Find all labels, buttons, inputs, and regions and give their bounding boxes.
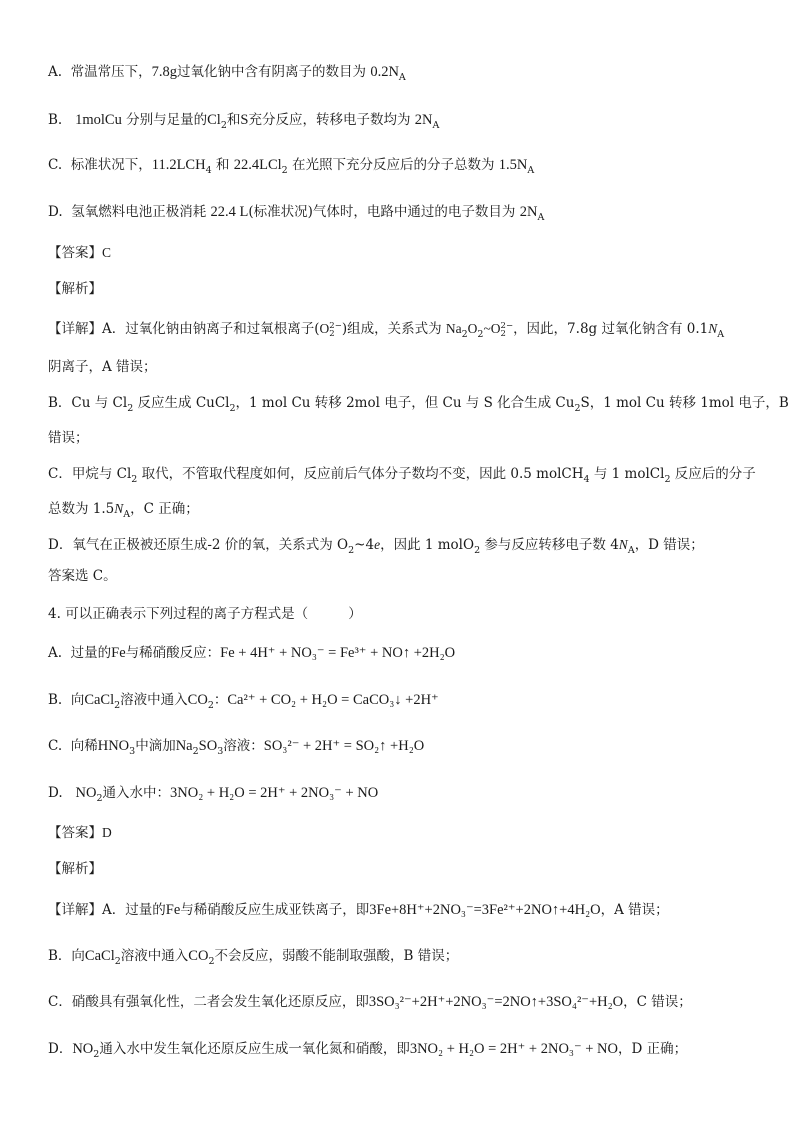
option-d-q4: D. $NO_2$通入水中：3NO₂ + H₂O = 2H⁺ + 2NO₃⁻ + NO xyxy=(48,785,379,804)
detail-q3-a-line1: 【详解】A．过氧化钠由钠离子和过氧根离子(O 2− 2 )组成，关系式为 $Na_2O_2\sim O$ 2− 2 ，因此，7.8g 过氧化钠含有 $0.1N_A$ xyxy=(48,320,725,340)
answer-q3: 【答案】C xyxy=(48,245,112,261)
detail-q4-b: B．向CaCl$_2$溶液中通入$CO_2$不会反应，弱酸不能制取强酸，B 错误； xyxy=(48,948,459,967)
detail-q3-c-line1: C．甲烷与 $Cl_2$ 取代，不管取代程度如何，反应前后气体分子数均不变，因此 0.5 molCH$_4$ 与 1 molCl$_2$ 反应后的分子 xyxy=(48,466,756,485)
detail-q3-a-line2: 阴离子，A 错误； xyxy=(48,359,157,375)
option-c-q3: C. 标准状况下，$11.2LCH_4$ 和 22.4LCl$_2$ 在光照下充分反应后的分子总数为 $1.5N_A$ xyxy=(48,157,535,176)
detail-q4-a: 【详解】A．过量的Fe与稀硝酸反应生成亚铁离子，即3Fe+8H⁺+2NO₃⁻=3Fe²⁺+2NO↑+4H₂O，A 错误； xyxy=(48,902,669,918)
detail-q3-d-line1: D．氧气在正极被还原生成-2 价的氧，关系式为 $O_2\sim 4e$，因此 1 molO$_2$ 参与反应转移电子数 $4N_A$，D 错误； xyxy=(48,537,704,556)
option-d-q3: D. 氢氧燃料电池正极消耗 22.4 L(标准状况)气体时，电路中通过的电子数目为 $2N_A$ xyxy=(48,204,545,223)
answer-q4: 【答案】D xyxy=(48,825,112,841)
option-a-q4: A. 过量的Fe与稀硝酸反应：Fe + 4H⁺ + NO₃⁻ = Fe³⁺ + NO↑ +2H₂O xyxy=(48,645,456,661)
detail-q3-choose: 答案选 C。 xyxy=(48,568,117,584)
analysis-label-q3: 【解析】 xyxy=(48,281,102,297)
detail-q3-c-line2: 总数为 $1.5N_A$，C 正确； xyxy=(48,501,199,520)
analysis-label-q4: 【解析】 xyxy=(48,861,102,877)
option-b-q3: B. 1molCu 分别与足量的$Cl_2$和S充分反应，转移电子数均为 $2N_A$ xyxy=(48,112,440,131)
detail-q4-c: C．硝酸具有强氧化性，二者会发生氧化还原反应，即3SO₃²⁻+2H⁺+2NO₃⁻=2NO↑+3SO₄²⁻+H₂O，C 错误； xyxy=(48,994,692,1010)
detail-q3-b-line1: B．Cu 与 $Cl_2$ 反应生成 CuCl$_2$，1 mol Cu 转移 2mol 电子，但 Cu 与 S 化合生成 $Cu_2S$，1 mol Cu 转移 1mol 电子，B xyxy=(48,395,789,414)
question-4-stem: 4. 可以正确表示下列过程的离子方程式是（ ） xyxy=(48,606,362,622)
detail-q4-d: D．$NO_2$通入水中发生氧化还原反应生成一氧化氮和硝酸，即3NO₂ + H₂O = 2H⁺ + 2NO₃⁻ + NO，D 正确； xyxy=(48,1041,688,1060)
option-c-q4: C. 向稀$HNO_3$中滴加$Na_2SO_3$溶液：SO₃²⁻ + 2H⁺ = SO₂↑ +H₂O xyxy=(48,738,425,757)
option-a-q3: A. 常温常压下，7.8g过氧化钠中含有阴离子的数目为 $0.2N_A$ xyxy=(48,64,406,83)
detail-q3-b-line2: 错误； xyxy=(48,430,89,446)
option-b-q4: B. 向CaCl$_2$溶液中通入$CO_2$：Ca²⁺ + CO₂ + H₂O = CaCO₃↓ +2H⁺ xyxy=(48,692,439,711)
